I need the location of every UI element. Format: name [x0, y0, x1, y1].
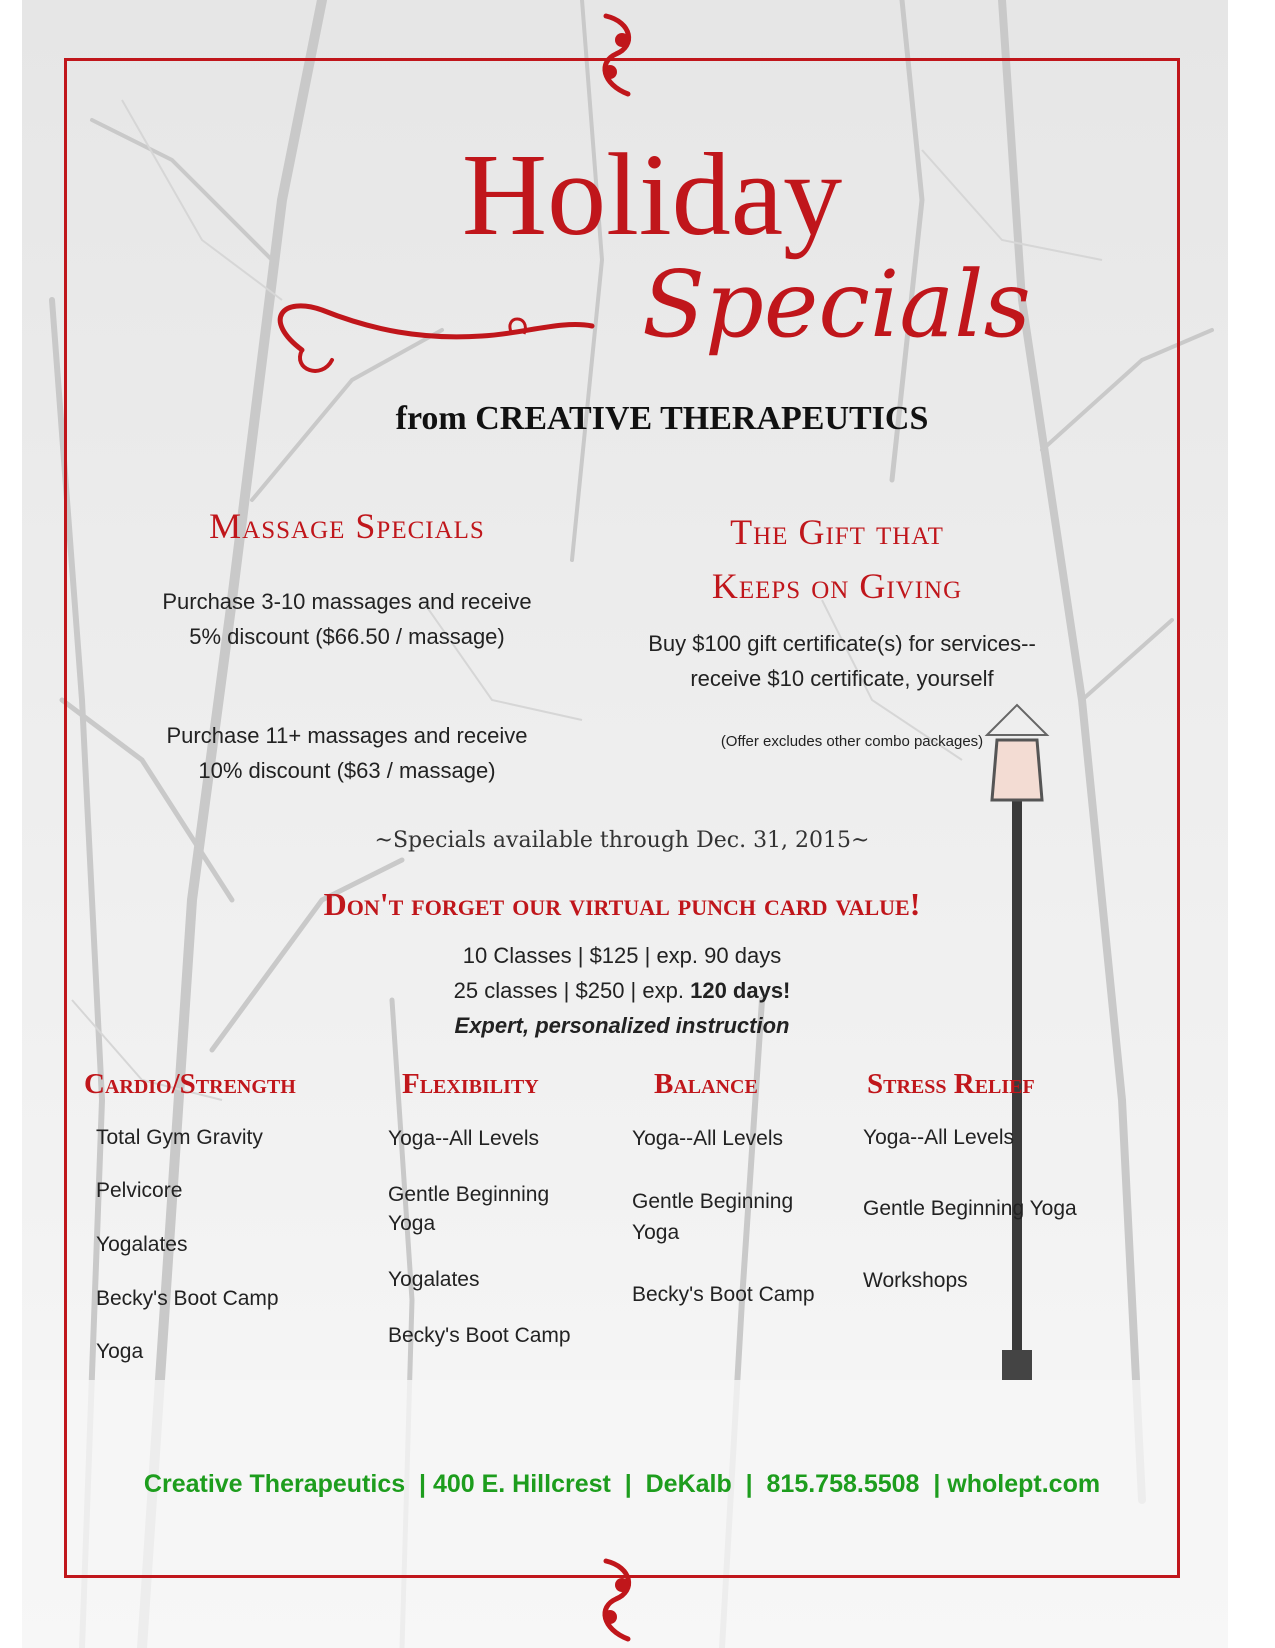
punch-card-line2-prefix: 25 classes | $250 | exp. [453, 978, 684, 1003]
title-flourish [262, 300, 642, 390]
punch-card-line3: Expert, personalized instruction [454, 1013, 790, 1038]
punch-card-heading: Don't forget our virtual punch card value! [323, 886, 921, 922]
balance-item: Becky's Boot Camp [632, 1283, 815, 1306]
gift-heading-line2: Keeps on Giving [711, 566, 963, 606]
cardio-item: Yogalates [96, 1233, 188, 1256]
gift-heading [612, 505, 1062, 613]
availability-note: ~Specials available through Dec. 31, 2015~ [374, 828, 870, 853]
cardio-item: Pelvicore [96, 1179, 183, 1202]
massage-offer-1-line1: Purchase 3-10 massages and receive [162, 589, 532, 614]
gift-note: (Offer excludes other combo packages) [720, 733, 984, 750]
punch-card-line1: 10 Classes | $125 | exp. 90 days [462, 943, 782, 968]
balance-item: Gentle Beginning [632, 1190, 794, 1213]
massage-offer-2-line2: 10% discount ($63 / massage) [198, 758, 496, 783]
punch-card-line2 [272, 973, 972, 1008]
balance-title: Balance [654, 1068, 758, 1100]
flexibility-item: Yogalates [388, 1268, 480, 1291]
flyer-page [22, 0, 1228, 1648]
flexibility-item: Gentle Beginning [388, 1183, 550, 1206]
gift-body-line2: receive $10 certificate, yourself [690, 666, 994, 691]
flexibility-item: Yoga [388, 1212, 436, 1235]
stress-relief-item: Gentle Beginning Yoga [863, 1197, 1077, 1220]
bottom-swirl-ornament [588, 1555, 648, 1645]
balance-item: Yoga--All Levels [632, 1127, 783, 1150]
subtitle: from CREATIVE THERAPEUTICS [395, 400, 929, 437]
balance-item: Yoga [632, 1221, 680, 1244]
cardio-title: Cardio/Strength [84, 1068, 296, 1100]
stress-relief-item: Workshops [863, 1269, 968, 1292]
flexibility-item: Becky's Boot Camp [388, 1324, 571, 1347]
punch-card-line2-bold: 120 days! [690, 978, 791, 1003]
title-holiday: Holiday [461, 129, 843, 260]
massage-specials-heading: Massage Specials [209, 506, 485, 546]
cardio-item: Becky's Boot Camp [96, 1287, 279, 1310]
top-swirl-ornament [588, 10, 648, 100]
massage-offer-1 [112, 584, 582, 654]
flexibility-item: Yoga--All Levels [388, 1127, 539, 1150]
flexibility-title: Flexibility [402, 1068, 539, 1100]
contact-footer: Creative Therapeutics | 400 E. Hillcrest | DeKalb | 815.758.5508 | wholept.com [143, 1470, 1101, 1498]
massage-offer-2 [112, 718, 582, 788]
massage-offer-2-line1: Purchase 11+ massages and receive [166, 723, 528, 748]
cardio-item: Total Gym Gravity [96, 1126, 263, 1149]
cardio-item: Yoga [96, 1340, 144, 1363]
gift-body [582, 626, 1102, 696]
stress-relief-item: Yoga--All Levels [863, 1126, 1014, 1149]
title-specials: Specials [642, 251, 1031, 358]
gift-body-line1: Buy $100 gift certificate(s) for services-- [648, 631, 1036, 656]
gift-heading-line1: The Gift that [730, 512, 944, 552]
massage-offer-1-line2: 5% discount ($66.50 / massage) [189, 624, 505, 649]
punch-card-details [272, 938, 972, 1043]
stress-relief-title: Stress Relief [867, 1068, 1035, 1100]
